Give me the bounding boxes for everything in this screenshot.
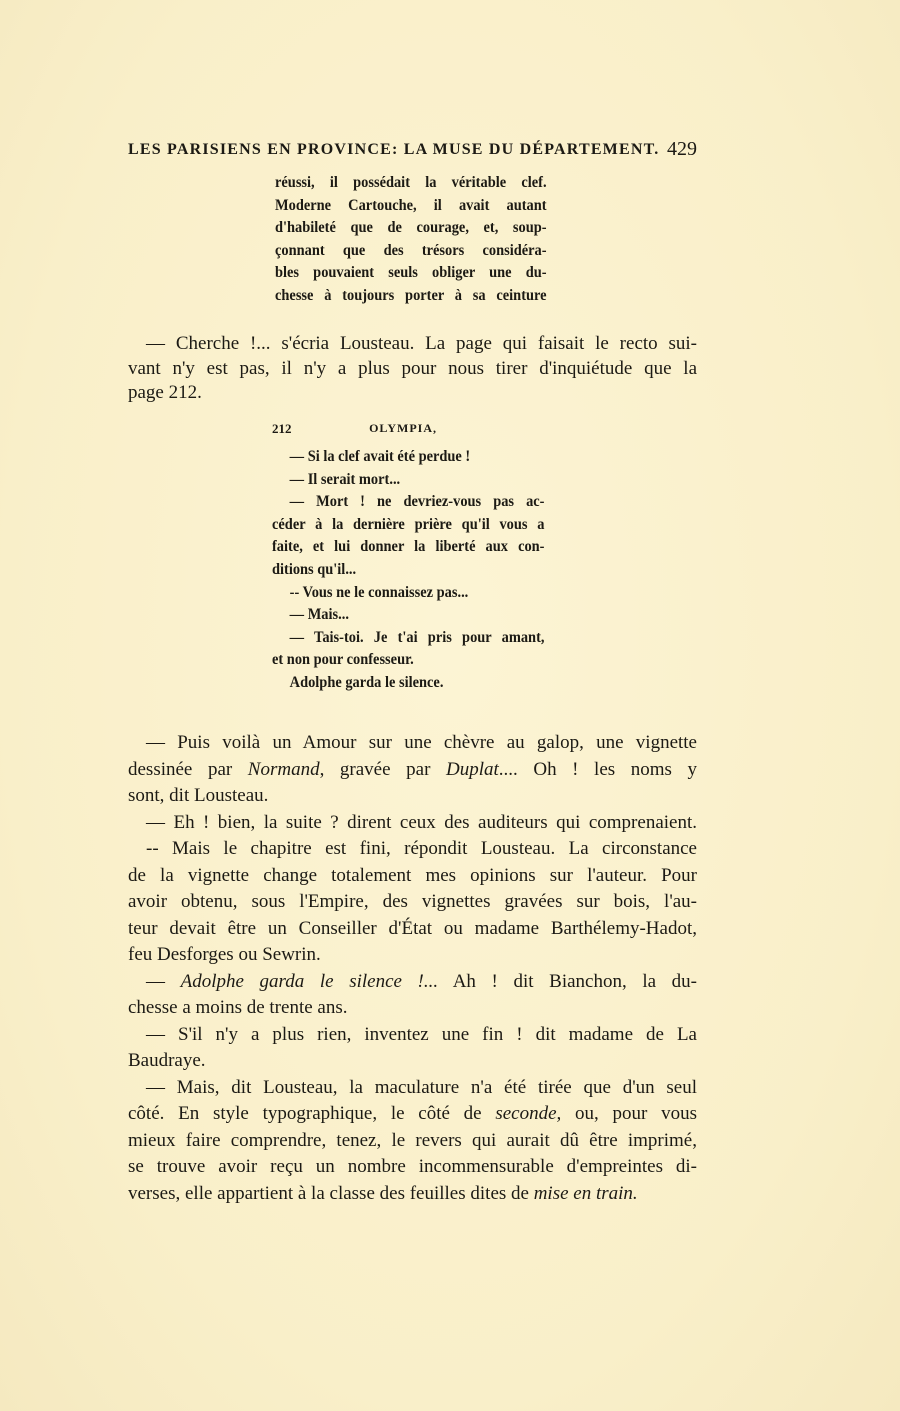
text-segment: , gravée par [319,758,446,780]
text-line [128,1181,697,1208]
running-title: LES PARISIENS EN PROVINCE: LA MUSE DU DÉPARTEMENT. [128,141,660,158]
text-segment: Baudraye. [128,1050,206,1071]
text-segment: — Eh ! bien, la suite ? dirent ceux des auditeurs qui comprenaient. [146,811,697,833]
quoted-excerpt-1 [275,172,547,307]
text-segment: et non pour confesseur. [272,651,414,669]
text-line [272,582,544,605]
text-line [128,810,697,837]
text-segment: mieux faire comprendre, tenez, le revers qui aurait dû être imprimé, [128,1129,697,1151]
text-line [128,1022,697,1049]
text-segment: de la vignette change totalement mes opinions sur l'auteur. Pour [128,864,697,886]
text-line [128,889,697,916]
text-line [128,1075,697,1102]
text-line [272,649,544,672]
text-line [128,1101,697,1128]
text-line [272,604,544,627]
excerpt-2-header [272,421,437,437]
italic-text: Adolphe garda le silence !... [180,970,439,992]
text-line [275,262,547,285]
text-segment: céder à la dernière prière qu'il vous a [272,515,545,533]
text-segment: — Tais-toi. Je t'ai pris pour amant, [289,628,545,646]
text-line [128,783,697,810]
text-segment: — S'il n'y a plus rien, inventez une fin ! dit madame de La [146,1023,697,1045]
text-segment: teur devait être un Conseiller d'État ou madame Barthélemy-Hadot, [128,917,697,939]
text-line [128,1048,697,1075]
text-segment: Ah ! dit Bianchon, la du- [438,970,698,992]
text-line [272,469,544,492]
text-line [272,672,544,695]
text-segment: page 212. [128,382,202,403]
text-line [275,285,547,308]
text-line [128,1154,697,1181]
text-line [272,446,544,469]
text-line [128,381,697,406]
running-header [128,138,697,161]
text-segment: vant n'y est pas, il n'y a plus pour nous tirer d'inquiétude que la [128,357,697,379]
text-segment: dessinée par [128,758,248,780]
italic-text: Normand [247,758,320,780]
text-segment: — Mais... [289,606,349,624]
text-segment: côté. En style typographique, le côté de [128,1103,496,1124]
text-segment: feu Desforges ou Sewrin. [128,944,321,965]
text-line [128,969,697,996]
text-line [275,172,547,195]
text-line [272,536,544,559]
text-segment: d'habileté que de courage, et, soup- [275,219,547,236]
italic-text: Duplat [445,758,499,780]
text-segment: — [146,970,181,992]
text-segment: ditions qu'il... [272,560,357,578]
text-segment: ou, pour vous [561,1103,697,1124]
text-line [272,627,544,650]
page-number: 429 [667,138,697,160]
text-segment: çonnant que des trésors considéra- [275,241,547,259]
body-text [128,730,697,1207]
text-segment: — Cherche !... s'écria Lousteau. La page qui faisait le recto sui- [146,333,697,354]
italic-text: mise en train. [533,1182,638,1204]
text-line [272,559,544,582]
text-segment: sont, dit Lousteau. [128,785,269,806]
text-line [128,995,697,1022]
quoted-excerpt-2 [272,446,544,695]
text-line [128,332,697,357]
italic-text: seconde, [495,1103,562,1124]
text-segment: — Mais, dit Lousteau, la maculature n'a été tirée que d'un seul [146,1076,697,1098]
text-segment: faite, et lui donner la liberté aux con- [272,538,545,556]
text-line [128,1128,697,1155]
text-line [128,863,697,890]
text-line [128,357,697,382]
text-segment: — Mort ! ne devriez-vous pas ac- [289,493,545,511]
text-segment: — Puis voilà un Amour sur une chèvre au galop, une vignette [146,732,697,753]
text-line [128,916,697,943]
text-segment: chesse a moins de trente ans. [128,997,348,1018]
excerpt-title: OLYMPIA, [369,421,437,435]
text-line [272,491,544,514]
text-segment: Adolphe garda le silence. [289,673,444,691]
text-segment: -- Vous ne le connaissez pas... [289,583,469,601]
text-line [275,195,547,218]
text-segment: Moderne Cartouche, il avait autant [275,196,547,214]
text-line [272,514,544,537]
text-segment: -- Mais le chapitre est fini, répondit Lousteau. La circonstance [146,838,697,859]
text-segment: — Il serait mort... [289,470,401,488]
text-segment: avoir obtenu, sous l'Empire, des vignettes gravées sur bois, l'au- [128,891,697,912]
text-line [128,730,697,757]
excerpt-page-number: 212 [272,421,292,436]
text-segment: se trouve avoir reçu un nombre incommensurable d'empreintes di- [128,1156,697,1177]
text-segment: — Si la clef avait été perdue ! [289,448,471,465]
text-line [275,217,547,240]
text-line [128,757,697,784]
paragraph-cherche [128,332,697,406]
text-line [128,942,697,969]
text-segment: réussi, il possédait la véritable clef. [275,174,547,191]
text-segment: .... Oh ! les noms y [498,758,697,780]
text-line [275,240,547,263]
text-segment: verses, elle appartient à la classe des feuilles dites de [128,1182,534,1204]
text-segment: chesse à toujours porter à sa ceinture [275,286,547,304]
text-segment: bles pouvaient seuls obliger une du- [275,264,547,281]
text-line [128,836,697,863]
